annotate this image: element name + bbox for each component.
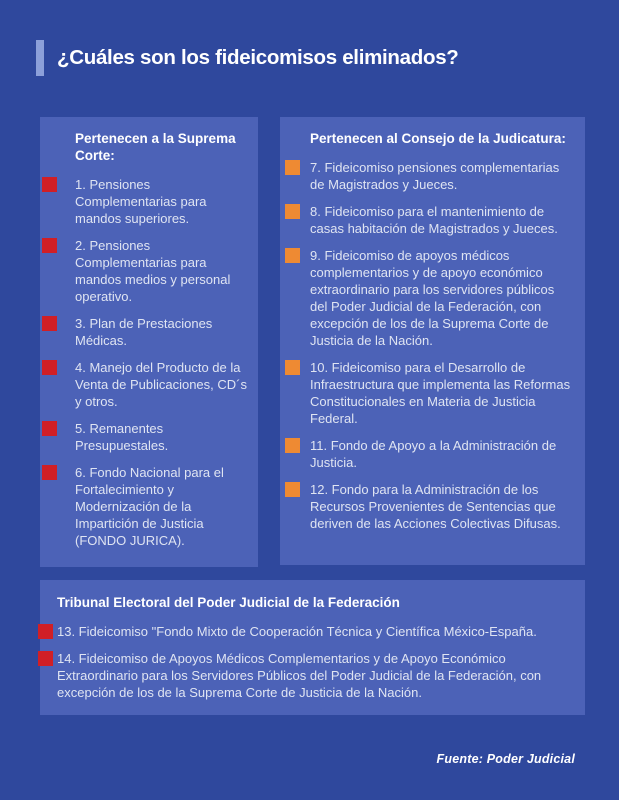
consejo-judicatura-heading: Pertenecen al Consejo de la Judicatura: [310, 131, 566, 146]
list-item [57, 623, 560, 640]
list-item [75, 315, 250, 349]
list-item-text: 10. Fideicomiso para el Desarrollo de Infraestructura que implementa las Reformas Constitucionales en Materia de Justicia Federal. [310, 360, 571, 426]
page-title: ¿Cuáles son los fideicomisos eliminados? [57, 46, 459, 69]
list-item [75, 359, 250, 410]
list-item-text: 2. Pensiones Complementarias para mandos medios y personal operativo. [75, 238, 231, 304]
list-item [310, 481, 575, 532]
list-item-text: 14. Fideicomiso de Apoyos Médicos Complementarios y de Apoyo Económico Extraordinario para los Servidores Públicos del Poder Judicial de la Federación, con excepción de los de la Suprema Corte de Justicia de la Nación. [57, 651, 542, 700]
list-item-text: 3. Plan de Prestaciones Médicas. [75, 316, 213, 348]
suprema-corte-heading: Pertenecen a la Suprema Corte: [75, 131, 236, 163]
red-square-bullet-icon [42, 238, 57, 253]
list-item-text: 8. Fideicomiso para el mantenimiento de casas habitación de Magistrados y Jueces. [310, 204, 558, 236]
orange-square-bullet-icon [285, 248, 300, 263]
title-row [36, 40, 459, 76]
list-item [310, 203, 575, 237]
red-square-bullet-icon [42, 316, 57, 331]
list-item [75, 176, 250, 227]
list-item [75, 420, 250, 454]
list-item [310, 359, 575, 427]
tribunal-electoral-heading: Tribunal Electoral del Poder Judicial de la Federación [57, 595, 400, 610]
red-square-bullet-icon [42, 360, 57, 375]
tribunal-electoral-list [57, 623, 560, 701]
list-item-text: 1. Pensiones Complementarias para mandos superiores. [75, 177, 207, 226]
list-item-text: 7. Fideicomiso pensiones complementarias de Magistrados y Jueces. [310, 160, 560, 192]
list-item [310, 247, 575, 349]
tribunal-electoral-panel [40, 580, 585, 715]
list-item [75, 464, 250, 549]
suprema-corte-list [75, 176, 250, 549]
list-item-text: 6. Fondo Nacional para el Fortalecimiento y Modernización de la Impartición de Justicia (FONDO JURICA). [75, 465, 224, 548]
orange-square-bullet-icon [285, 204, 300, 219]
title-accent-bar [36, 40, 44, 76]
source-credit: Fuente: Poder Judicial [436, 752, 575, 766]
red-square-bullet-icon [42, 465, 57, 480]
red-square-bullet-icon [42, 177, 57, 192]
list-item [57, 650, 560, 701]
list-item [310, 159, 575, 193]
red-square-bullet-icon [38, 651, 53, 666]
list-item-text: 4. Manejo del Producto de la Venta de Publicaciones, CD´s y otros. [75, 360, 247, 409]
list-item-text: 5. Remanentes Presupuestales. [75, 421, 169, 453]
list-item-text: 11. Fondo de Apoyo a la Administración de Justicia. [310, 438, 557, 470]
list-item-text: 12. Fondo para la Administración de los Recursos Provenientes de Sentencias que deriven de las Acciones Colectivas Difusas. [310, 482, 561, 531]
consejo-judicatura-panel [280, 117, 585, 565]
red-square-bullet-icon [38, 624, 53, 639]
orange-square-bullet-icon [285, 438, 300, 453]
list-item [75, 237, 250, 305]
consejo-judicatura-list [310, 159, 575, 532]
list-item [310, 437, 575, 471]
list-item-text: 13. Fideicomiso "Fondo Mixto de Cooperación Técnica y Científica México-España. [57, 624, 537, 639]
orange-square-bullet-icon [285, 360, 300, 375]
orange-square-bullet-icon [285, 482, 300, 497]
red-square-bullet-icon [42, 421, 57, 436]
suprema-corte-panel [40, 117, 258, 567]
list-item-text: 9. Fideicomiso de apoyos médicos complementarios y de apoyo económico extraordinario para los servidores públicos del Poder Judicial de la Federación, con excepción de los de la Suprema Corte de Justicia de la Nación. [310, 248, 555, 348]
orange-square-bullet-icon [285, 160, 300, 175]
